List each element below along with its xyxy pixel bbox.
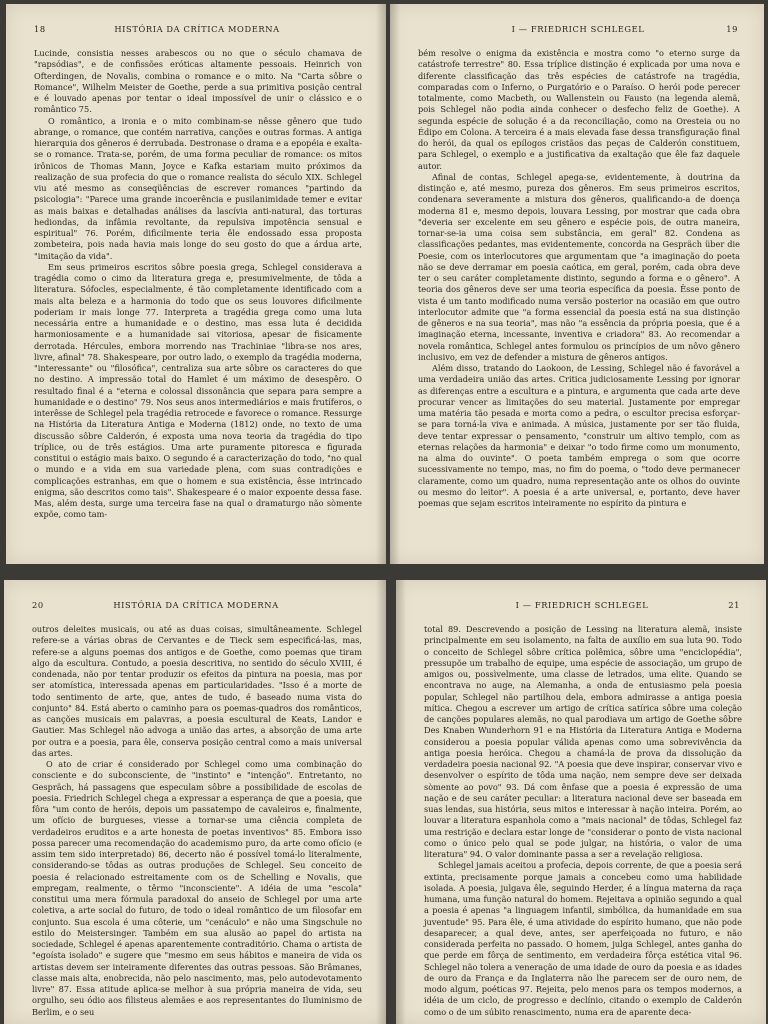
running-head-title: HISTÓRIA DA CRÍTICA MODERNA bbox=[113, 600, 279, 610]
page-number: 19 bbox=[726, 24, 738, 34]
running-head bbox=[424, 600, 740, 610]
paragraph: Além disso, tratando do Laokoon, de Lessing, Schlegel não é favorável a uma verdadeira união das artes. Critica judiciosamente Lessing por ignorar as diferenças entre a escultura e a pintura, e argumenta que cada arte deve procurar vencer as limitações do seu material. Justamente por empregar uma matéria tão pesada e morta como a pedra, o escultor precisa esforçar-se para torná-la viva e animada. A música, justamente por ser tão fluida, deve tentar expressar o pensamento, "construir um altivo templo, com as eternas relações da harmonia" e deixar "o todo firme como um monumento, na alma do ouvinte". O poeta também emprega o som que ocorre sucessivamente no tempo, mas, no fim do poema, o "todo deve permanecer claramente, como um quadro, numa representação ante os olhos do ouvinte ou mesmo do leitor". A poesia é a arte universal, e, portanto, deve haver poemas que sejam escritos inteiramente no espírito da pintura e bbox=[418, 363, 740, 508]
paragraph: Schlegel jamais aceitou a profecia, depois corrente, de que a poesia será extinta, precisamente porque jamais a concebeu como uma habilidade isolada. A poesia, julgava êle, seguindo Herder, é a língua materna da raça humana, uma função natural do homem. Rejeitava a opinião segundo a qual a poesia é apenas "a linguagem infantil, simbólica, da humanidade em sua juventude" 95. Para êle, é uma atividade do espírito humano, que não pode desaparecer, a qual deve, antes, ser aperfeiçoada no futuro, e não considerada perfeita no passado. O homem, julga Schlegel, antes ganha do que perde em fôrça de sentimento, em verdadeira fôrça estética vital 96. Schlegel não tolera a veneração de uma idade de ouro da poesia e as idades de ouro da França e da Inglaterra não lhe parecem ser de ouro nem, de modo algum, poéticas 97. Rejeita, pelo menos para os tempos modernos, a idéia de um ciclo, de progresso e declínio, citando o exemplo de Calderón como o de um súbito renascimento, numa era de aparente deca- bbox=[424, 860, 742, 1017]
running-head-title: I — FRIEDRICH SCHLEGEL bbox=[515, 600, 649, 610]
paragraph: Afinal de contas, Schlegel apega-se, evidentemente, à doutrina da distinção e, até mesmo, pureza dos gêneros. Em seus primeiros escritos, condenara severamente a mistura dos gêneros, qualificando-a de doença moderna 81 e, mesmo depois, louvara Lessing, por mostrar que cada obra "deveria ser excelente em seu gênero e espécie pois, de outra maneira, tornar-se-ia uma coisa sem substância, em geral" 82. Condena as classificações pedantes, mas evidentemente, concorda na Gespräch über die Poesie, com os interlocutores que argumentam que "a imaginação do poeta não se deve derramar em poesia caótica, em geral, porém, cada obra deve ter o seu caráter completamente distinto, segundo a forma e o gênero". A teoria dos gêneros deve ser uma teoria específica da poesia. Êsse ponto de vista é um tanto modificado numa versão posterior na ocasião em que outro interlocutor admite que "a forma essencial da poesia está na sua distinção de gêneros e na sua teoria", mas não "a essência da própria poesia, que é a imaginação eterna, incessante, inventiva e criadora" 83. Ao recomendar a novela romântica, Schlegel antes formulou os princípios de um nôvo gênero inclusivo, em vez de defender a mistura de gêneros antigos. bbox=[418, 171, 740, 362]
page-body bbox=[424, 624, 742, 1018]
paragraph: total 89. Descrevendo a posição de Lessing na literatura alemã, insiste principalmente em seu isolamento, na falta de auxílio em sua luta 90. Todo o conceito de Schlegel sôbre crítica polêmica, sôbre uma "enciclopédia", pressupõe um trabalho de equipe, uma espécie de associação, um grupo de amigos ou, possìvelmente, uma classe de letrados, uma elite. Quando se encontrava no auge, na Alemanha, a onda de entusiasmo pela poesia popular, Schlegel não partilhou dela, embora admirasse a antiga poesia mítica. Chegou a escrever um artigo de crítica satírica sôbre uma coleção de canções populares alemãs, no qual parodiava um artigo de Goethe sôbre Des Knaben Wunderhorn 91 e na História da Literatura Antiga e Moderna considerou a poesia popular válida apenas como uma sobrevivência da antiga poesia heróica. Chegou a chamá-la de prova da dissolução da verdadeira poesia nacional 92. "A poesia que deve inspirar, conservar vivo e desenvolver o espírito de tôda uma nação, nem sempre deve ser deixada sòmente ao povo" 93. Dá com ênfase que a poesia é expressão de uma nação e de seu caráter peculiar: a literatura nacional deve ser baseada em suas lendas, sua história, seus mitos e interessar à nação inteira. Porém, ao louvar a literatura espanhola como a "mais nacional" de tôdas, Schlegel faz uma restrição e declara estar longe de "considerar o ponto de vista nacional como o único pelo qual se pode julgar, na história, o valor de uma literatura" 94. O valor dominante passa a ser a revelação religiosa. bbox=[424, 624, 742, 859]
page-gutter-shadow bbox=[376, 4, 386, 564]
paragraph: bém resolve o enigma da existência e mostra como "o eterno surge da catástrofe terrestre" 80. Essa tríplice distinção é explicada por uma nova e diferente classificação das três espécies de catástrofe na tragédia, comparadas com o Inferno, o Purgatório e o Paraíso. O herói pode perecer totalmente, como Macbeth, ou Wallenstein ou Fausto (na legenda alemã, pois Schlegel não podia ainda conhecer o desfecho feliz de Goethe). A segunda espécie de solução é a da reconciliação, como na Oresteia ou no Édipo em Colona. A terceira é a mais elevada fase dessa transfiguração final do herói, da qual os epílogos cristãos das peças de Calderón constituem, para Schlegel, o exemplo e a justificativa da exaltação que êle faz daquele autor. bbox=[418, 48, 740, 171]
running-head-title: I — FRIEDRICH SCHLEGEL bbox=[511, 24, 645, 34]
page-21 bbox=[396, 580, 766, 1024]
running-head-title: HISTÓRIA DA CRÍTICA MODERNA bbox=[114, 24, 280, 34]
paragraph: O romântico, a ironia e o mito combinam-se nêsse gênero que tudo abrange, o romance, que contém narrativa, canções e outras formas. A antiga hierarquia dos gêneros é derrubada. Destronase o drama e a epopéia e exalta-se o romance. Trata-se, porém, de uma forma peculiar de romance: os mitos irônicos de Thomas Mann, Joyce e Kafka estariam muito próximos da realização de sua profecia do que o romance realista do século XIX. Schlegel viu até mesmo as conseqüências de escrever romances "partindo da psicologia": "Parece uma grande incoerência e pusilanimidade temer e evitar as mais baixas e detalhadas análises da lascívia anti-natural, das torturas hediondas, da infâmia revoltante, da repulsiva impotência sensual e espiritual" 76. Porém, dificilmente teria êle endossado essa proposta zombeteira, pois nada havia mais longe do seu gosto do que a árdua arte, "imitação da vida". bbox=[34, 115, 362, 261]
page-number: 21 bbox=[728, 600, 740, 610]
paragraph: outros deleites musicais, ou até as duas coisas, simultâneamente. Schlegel refere-se a várias obras de Cervantes e de Tieck sem especificá-las, mas, refere-se a alguns poemas dos antigos e de Goethe, como poemas que tiram algo da escultura. Contudo, a poesia descritiva, no sentido do século XVIII, é condenada, não por tentar produzir os efeitos da pintura na poesia, mas por ser atomística, interessada apenas em particularidades. "Isso é a morte de todo sentimento de arte, que, antes de tudo, é baseado numa vista do conjunto" 84. Está aberto o caminho para os poemas-quadros dos românticos, as canções musicais em palavras, a poesia escultural de Keats, Landor e Gautier. Mas Schlegel não advoga a união das artes, a absorção de uma arte por outra e a poesia, para êle, conserva posição central como a mais universal das artes. bbox=[32, 624, 362, 758]
page-gutter-shadow bbox=[390, 4, 400, 564]
paragraph: Em seus primeiros escritos sôbre poesia grega, Schlegel considerava a tragédia como o cimo da literatura grega e, presumivelmente, de tôda a literatura. Sófocles, especialmente, é tão completamente identificado com a mais alta beleza e a harmonia do todo que os seus louvores dificilmente poderiam ir mais longe 77. Interpreta a tragédia grega como uma luta necessária entre a humanidade e o destino, mas essa luta é decidida harmoniosamente e a humanidade sai vitoriosa, apesar de fisicamente derrotada. Hércules, embora morrendo nas Trachiniae "libra-se nos ares, livre, afinal" 78. Shakespeare, por outro lado, o exemplo da tragédia moderna, "interessante" ou "filosófica", centraliza sua arte sôbre os caracteres do que no destino. A impressão total do Hamlet é um máximo de desespêro. O resultado final é a "eterna e colossal dissonância que separa para sempre a humanidade e o destino" 79. Nos seus anos intermediários e mais frutíferos, o interêsse de Schlegel pela tragédia retrocede e favorece o romance. Ressurge na História da Literatura Antiga e Moderna (1812) onde, no texto de uma discussão sôbre Calderón, é exposta uma nova teoria da tragédia do tipo tríplice, ou de três estágios. Uma arte puramente pitoresca e figurada constitui o estágio mais baixo. O segundo é a caracterização do todo, "no qual o mundo e a vida em sua variedade plena, com suas contradições e complicações estranhas, em que o homem e sua existência, êsse intrincado enigma, são descritos como tais". Shakespeare é o maior expoente dessa fase. Mas, além desta, surge uma terceira fase na qual o dramaturgo não sòmente expõe, como tam- bbox=[34, 261, 362, 520]
page-body bbox=[34, 48, 362, 521]
running-head bbox=[32, 600, 360, 610]
page-body bbox=[418, 48, 740, 509]
running-head bbox=[34, 24, 360, 34]
paragraph: O ato de criar é considerado por Schlegel como uma combinação do consciente e do subconsciente, de "instinto" e "intenção". Entretanto, no Gespräch, há passagens que especulam sôbre a possibilidade de escolas de poesia. Friedrich Schlegel chega a expressar a esperança de que a poesia, que fôra "um conto de heróis, depois um passatempo de cavaleiros e, finalmente, um ofício de burgueses, viesse a tornar-se uma ciência completa de verdadeiros eruditos e a arte honesta de poetas inventivos" 85. Embora isso possa parecer uma recomendação do academismo puro, da arte como ofício (e assim tem sido interpretado) 86, decerto não é possível tomá-lo literalmente, considerando-se tôdas as outras produções de Schlegel. Seu conceito de poesia é relacionado estreitamente com os de Schelling e Novalis, que empregam, realmente, o têrmo "inconsciente". A idéia de uma "escola" constitui uma mera fórmula paradoxal do anseio de Schlegel por uma arte coletiva, a arte social do futuro, de todo o ideal romântico de um filosofar em conjunto. Sua escola é uma côterie, um "cenáculo" e não uma Singschule no estilo do Meistersinger. Também em sua alusão ao papel do artista na sociedade, Schlegel é apenas aparentemente contraditório. Chama o artista de "egoísta isolado" e sugere que "mesmo em seus hábitos e maneira de vida os artistas devem ser inteiramente diferentes das outras pessoas. São Brâmanes, classe mais alta, enobrecida, não pelo nascimento, mas, pelo autodevotamento livre" 87. Essa atitude aplica-se melhor à sua própria maneira de vida, seu orgulho, seu ódio aos filisteus alemães e aos representantes do Iluminismo de Berlim, e o seu bbox=[32, 759, 362, 1017]
page-20 bbox=[4, 580, 386, 1024]
running-head bbox=[418, 24, 738, 34]
page-18 bbox=[6, 4, 386, 564]
page-number: 18 bbox=[34, 24, 46, 34]
page-gutter-shadow bbox=[396, 580, 406, 1024]
page-number: 20 bbox=[32, 600, 44, 610]
page-body bbox=[32, 624, 362, 1018]
page-gutter-shadow bbox=[376, 580, 386, 1024]
paragraph: Lucinde, consistia nesses arabescos ou no que o século chamava de "rapsódias", e de confissões eróticas altamente pessoais. Heinrich von Ofterdingen, de Novalis, combina o romance e o mito. Na "Carta sôbre o Romance", Wilhelm Meister de Goethe, perde a sua primitiva posição central e é louvado apenas por tentar o ideal impossível de unir o clássico e o romântico 75. bbox=[34, 48, 362, 115]
page-19 bbox=[390, 4, 764, 564]
